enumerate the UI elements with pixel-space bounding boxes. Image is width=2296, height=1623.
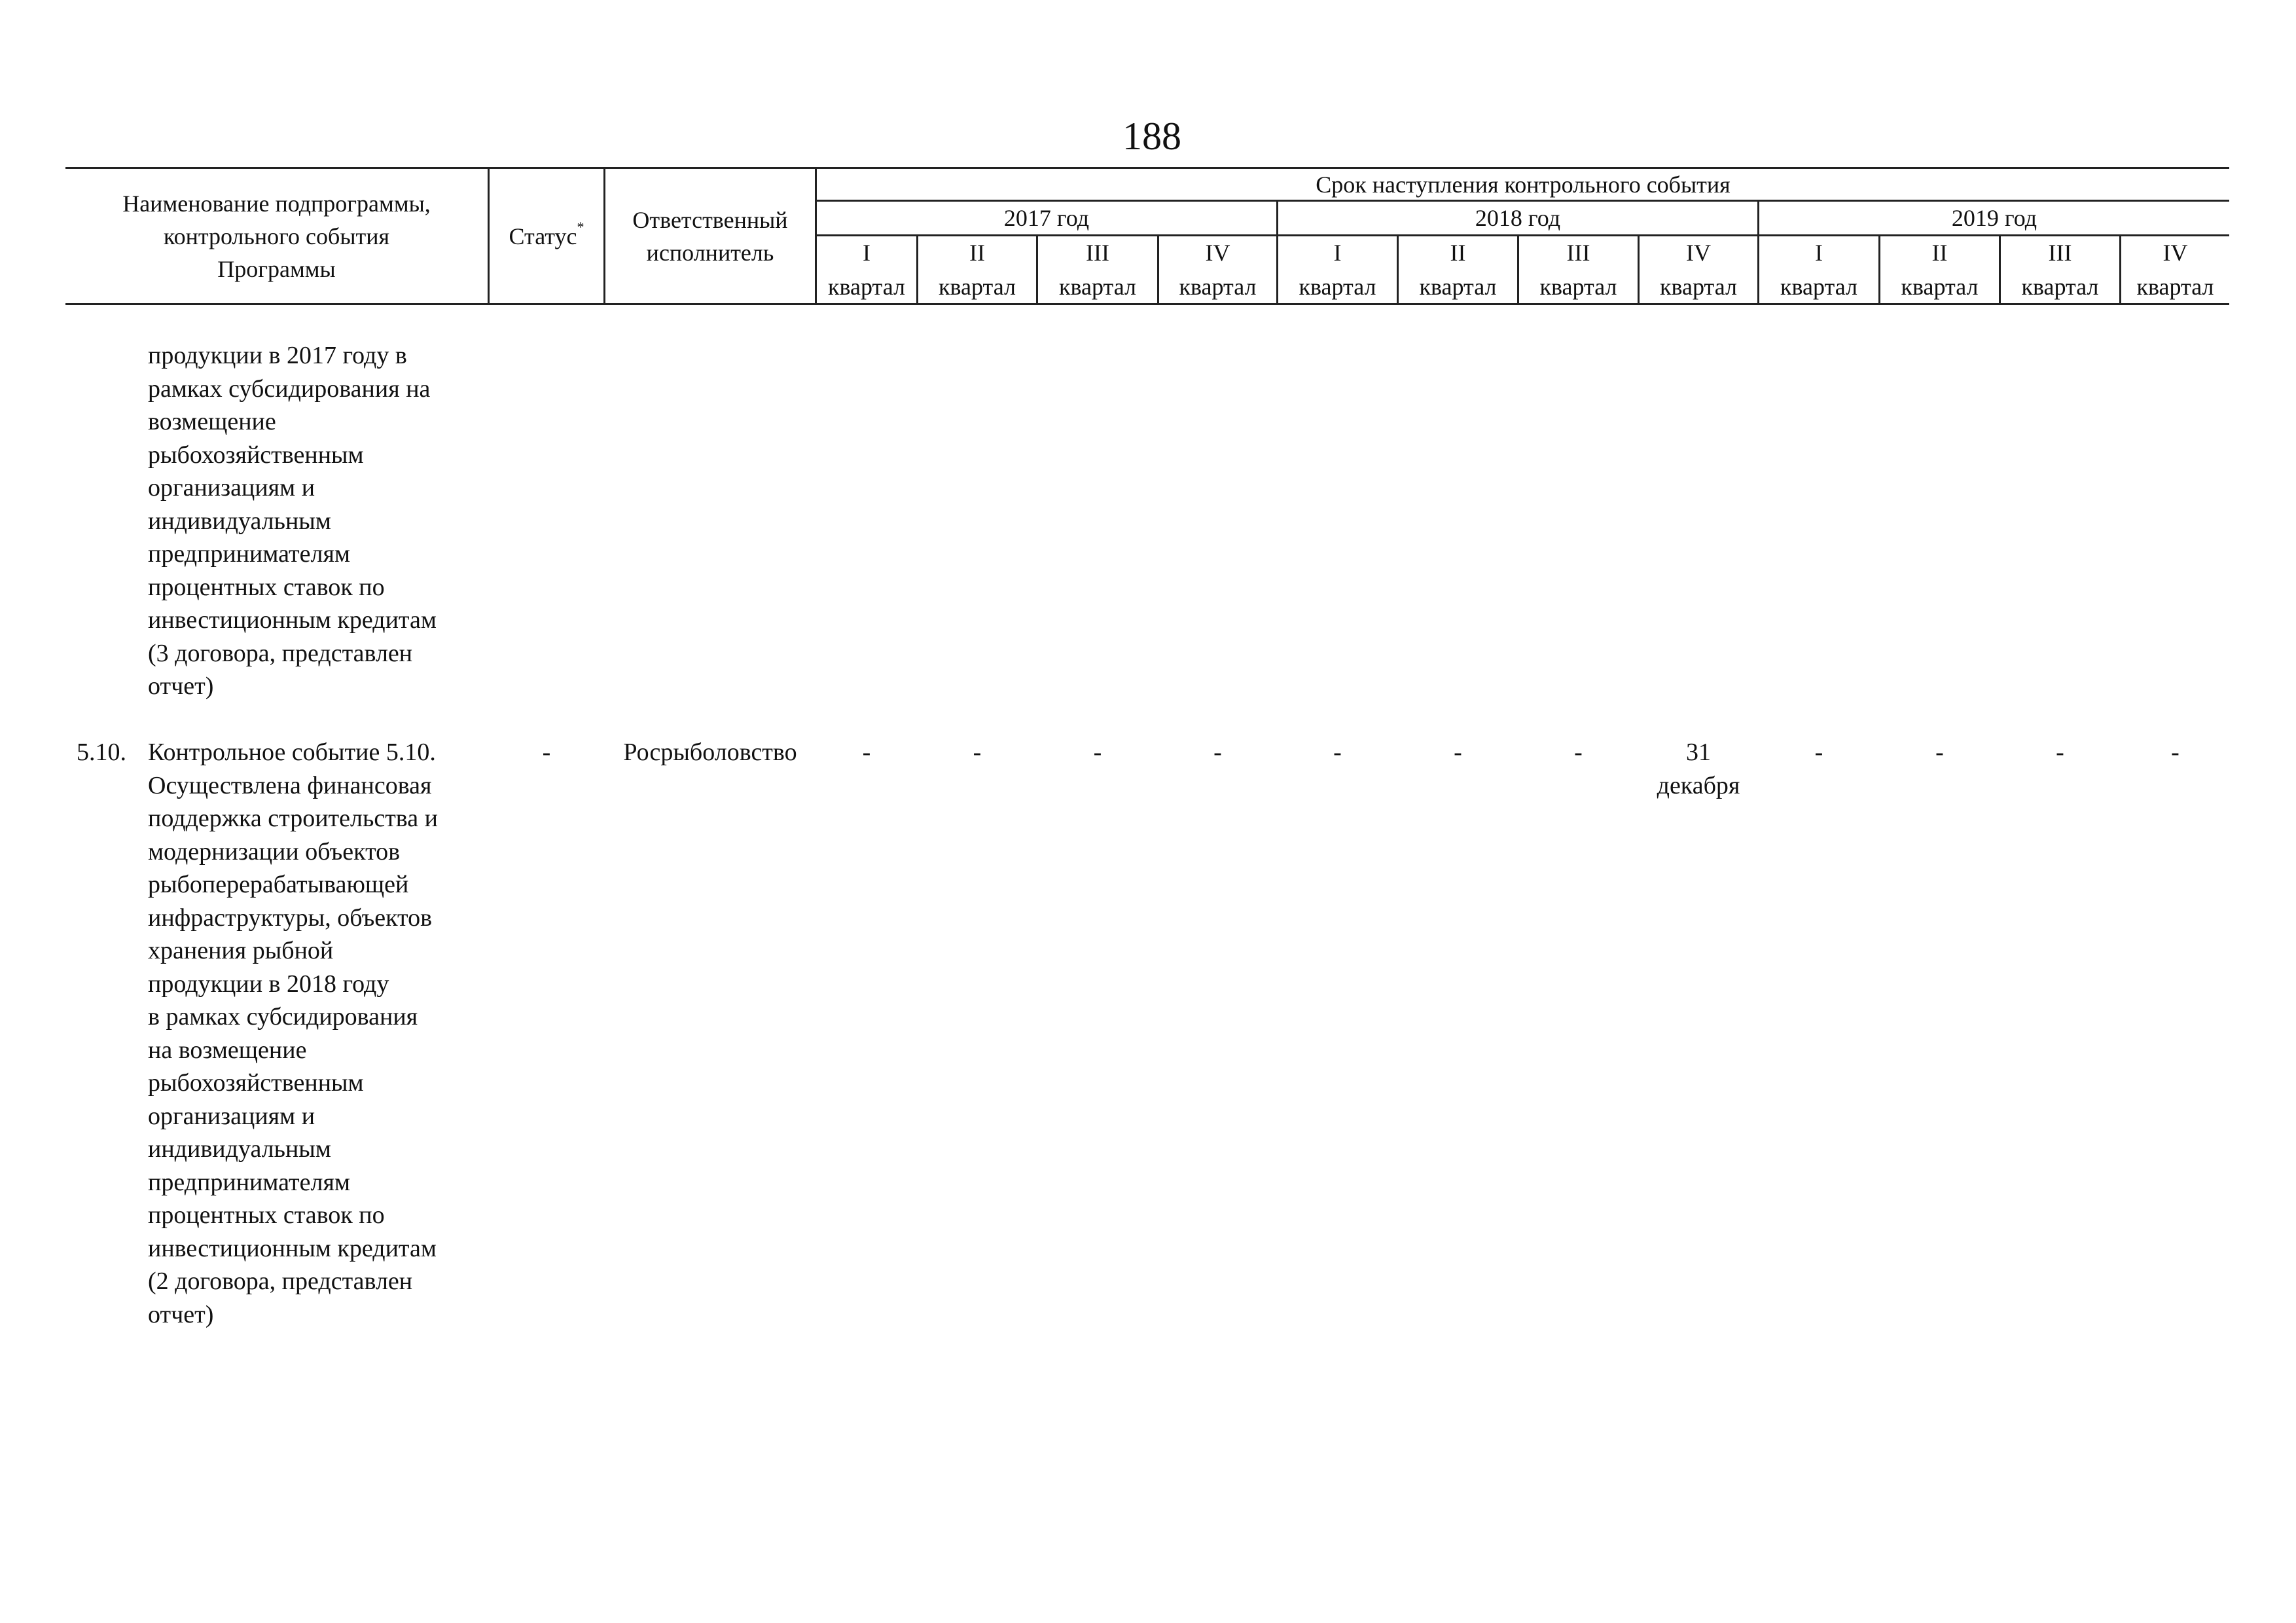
quarter-value: - <box>2056 739 2064 766</box>
quarter-value: 31 декабря <box>1657 739 1740 799</box>
quarter-word: квартал <box>1660 274 1737 300</box>
quarter-value: - <box>862 739 871 766</box>
quarter-word: квартал <box>1299 274 1376 300</box>
status-footnote-mark: * <box>577 218 584 235</box>
quarter-value: - <box>1574 739 1583 766</box>
quarter-word: квартал <box>1059 274 1136 300</box>
quarter-value: - <box>1213 739 1222 766</box>
quarter-word: квартал <box>2021 274 2099 300</box>
header-status-column: Статус * <box>490 169 603 303</box>
quarter-header: IV <box>1686 240 1711 266</box>
quarter-value: - <box>1093 739 1102 766</box>
quarter-value: - <box>1935 739 1944 766</box>
quarter-value: - <box>1333 739 1342 766</box>
quarter-header: II <box>1450 240 1466 266</box>
header-responsible-column: Ответственный исполнитель <box>632 206 788 266</box>
quarter-header: II <box>969 240 985 266</box>
event-responsible: Росрыболовство <box>623 739 797 766</box>
header-year-2019: 2019 год <box>1951 205 2037 231</box>
quarter-word: квартал <box>1780 274 1857 300</box>
quarter-word: квартал <box>939 274 1016 300</box>
quarter-word: квартал <box>2136 274 2214 300</box>
quarter-word: квартал <box>1539 274 1617 300</box>
quarter-header: IV <box>1205 240 1230 266</box>
quarter-header: III <box>2048 240 2072 266</box>
header-year-2017: 2017 год <box>1003 205 1090 231</box>
quarter-header: I <box>1333 240 1342 266</box>
quarter-value: - <box>2171 739 2179 766</box>
event-text: Контрольное событие 5.10. Осуществлена финансовая поддержка строительства и модернизации объектов рыбоперерабатывающей инфраструктуры, объектов хранения рыбной продукции в 2018 году в рамках субсидирования на возмещение рыбохозяйственным организациям и индивидуальным предпринимателям процентных ставок по инвестиционным кредитам (2 договора, представлен отчет) <box>148 739 438 1328</box>
quarter-word: квартал <box>1179 274 1257 300</box>
header-year-2018: 2018 год <box>1475 205 1561 231</box>
header-name-column: Наименование подпрограммы, контрольного события Программы <box>122 190 431 282</box>
quarter-header: I <box>1815 240 1823 266</box>
quarter-header: III <box>1566 240 1590 266</box>
quarter-header: I <box>863 240 870 266</box>
quarter-word: квартал <box>1901 274 1979 300</box>
header-deadline: Срок наступления контрольного события <box>1316 171 1731 198</box>
quarter-header: II <box>1931 240 1948 266</box>
table-header-bottom-border <box>65 303 2229 305</box>
quarter-header: III <box>1086 240 1109 266</box>
continuation-event-text: продукции в 2017 году в рамках субсидирования на возмещение рыбохозяйственным организациям и индивидуальным предпринимателям процентных ставок по инвестиционным кредитам (3 договора, представлен отчет) <box>148 342 437 700</box>
quarter-value: - <box>1814 739 1823 766</box>
quarter-word: квартал <box>1419 274 1497 300</box>
event-number: 5.10. <box>77 739 126 766</box>
quarter-value: - <box>973 739 982 766</box>
quarter-value: - <box>1454 739 1462 766</box>
quarter-word: квартал <box>828 274 905 300</box>
page-number: 188 <box>1122 115 1181 158</box>
quarter-header: IV <box>2162 240 2188 266</box>
event-status: - <box>542 739 551 766</box>
